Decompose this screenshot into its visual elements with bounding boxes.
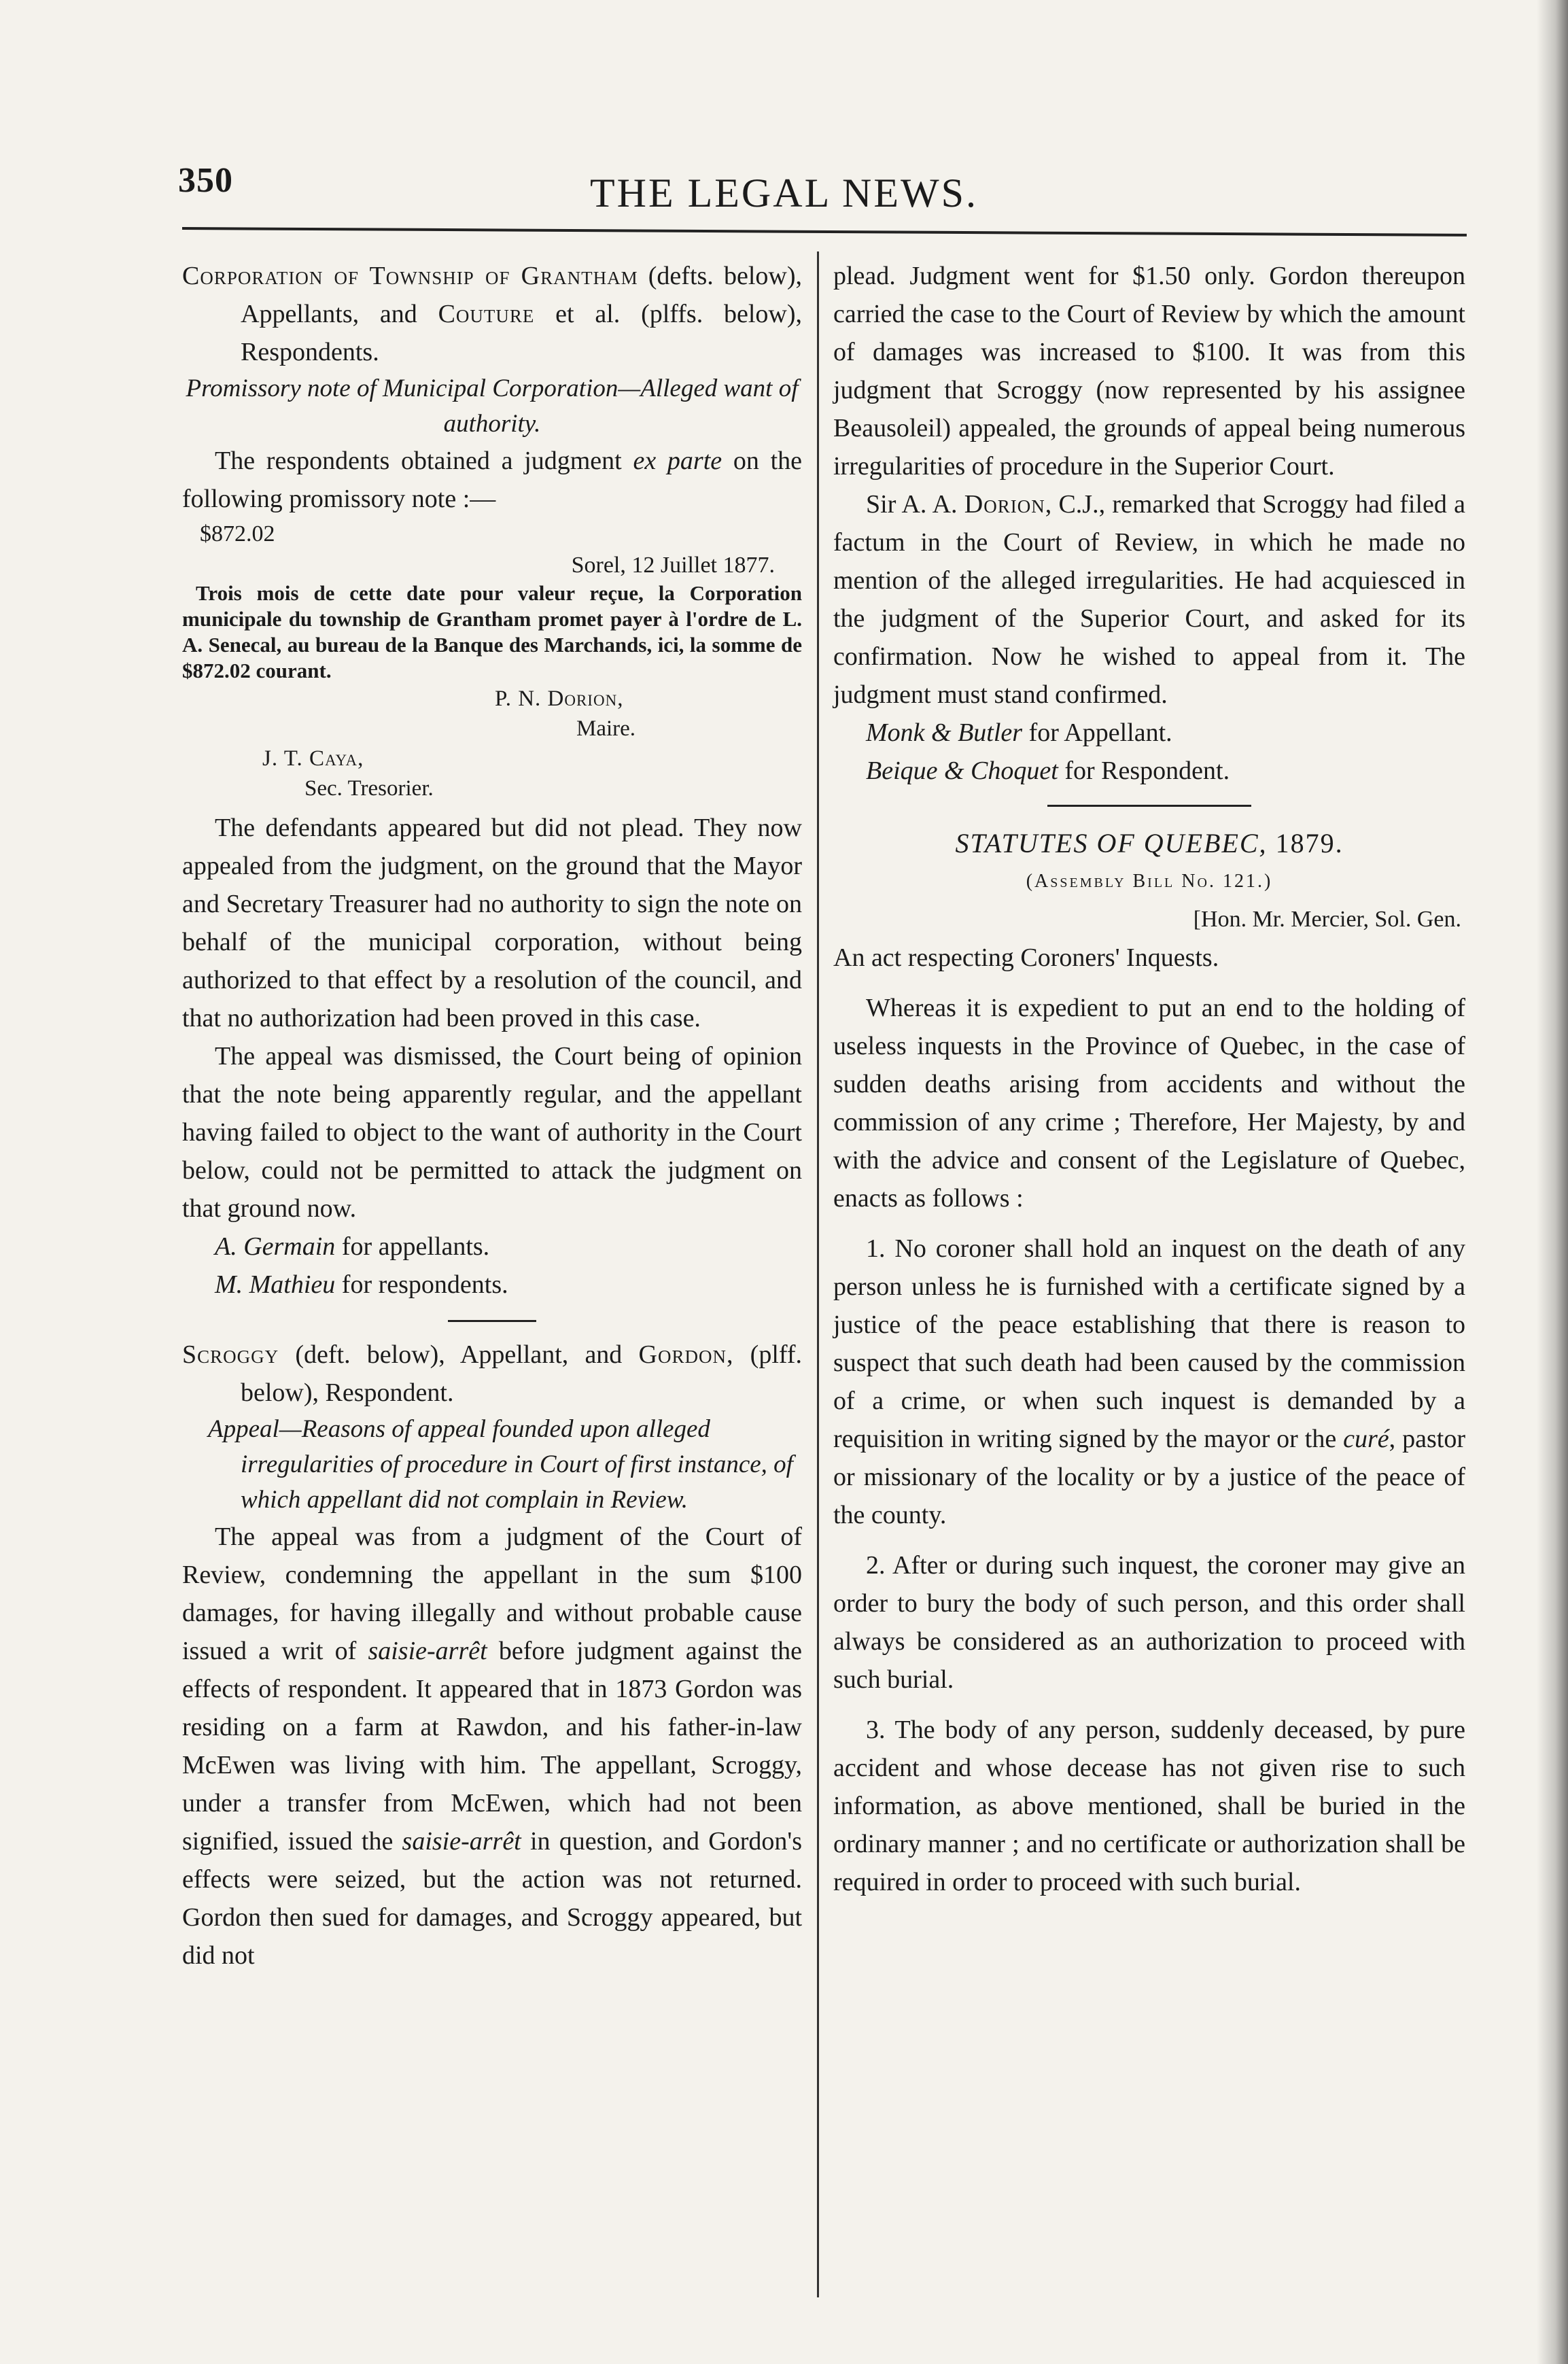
signature-name-2: J. T. Caya, xyxy=(262,746,364,771)
case1-intro: The respondents obtained a judgment ex parte on the following promissory note :— xyxy=(182,447,802,513)
case2-caption: Appeal—Reasons of appeal founded upon alleged irregularities of procedure in Court of first instance, of which appellant did not complain in Review. xyxy=(208,1415,793,1514)
case2-continuation: plead. Judgment went for $1.50 only. Gordon thereupon carried the case to the Court of Review by which the amount of damages was increased to $100. It was from this judgment that Scroggy (now represented by his assignee Beausoleil) appealed, the grounds of appeal being numerous irregularities of procedure in the Superior Court. xyxy=(833,262,1465,481)
note-place-date: Sorel, 12 Juillet 1877. xyxy=(571,553,775,578)
case2-para1: The appeal was from a judgment of the Court of Review, condemning the appellant in the sum $100 damages, for having illegally and without probable cause issued a writ of saisie-arrêt before judgment against the effects of respondent. It appeared that in 1873 Gordon was residing on a farm at Rawdon, and his father-in-law McEwen was living with him. The appellant, Scroggy, under a transfer from McEwen, which had not been signified, issued the saisie-arrêt in question, and Gordon's effects were seized, but the action was not returned. Gordon then sued for damages, and Scroggy appeared, but did not xyxy=(182,1523,802,1970)
signature-title-2: Sec. Tresorier. xyxy=(304,776,434,801)
case2-judge-remarks: Sir A. A. Dorion, C.J., remarked that Scroggy had filed a factum in the Court of Review, in which he made no mention of the alleged irregularities. He had acquiesced in the judgment of the Superior Court, and asked for its confirmation. Now he wished to appeal from it. The judgment must stand confirmed. xyxy=(833,490,1465,709)
case1-parties: Corporation of Township of Grantham (defts. below), Appellants, and Couture et al. (plffs. below), Respondents. xyxy=(182,262,802,366)
statute-attribution: [Hon. Mr. Mercier, Sol. Gen. xyxy=(1193,907,1461,932)
signature-title-1: Maire. xyxy=(576,716,636,741)
case1-para1: The defendants appeared but did not plead. They now appealed from the judgment, on the ground that the Mayor and Secretary Treasurer had no authority to sign the note on behalf of the municipal corporation, without being authorized to that effect by a resolution of the council, and that no authorization had been proved in this case. xyxy=(182,814,802,1032)
case2-counsel-appellant: Monk & Butler for Appellant. xyxy=(866,718,1172,747)
statute-preamble: Whereas it is expedient to put an end to the holding of useless inquests in the Province of Quebec, in the case of sudden deaths arising from accidents and without the commission of any crime ; Therefore, Her Majesty, by and with the advice and consent of the Legislature of Quebec, enacts as follows : xyxy=(833,994,1465,1213)
running-head: THE LEGAL NEWS. xyxy=(590,171,978,215)
case1-counsel-respondents: M. Mathieu for respondents. xyxy=(215,1270,508,1299)
statute-bill: (Assembly Bill No. 121.) xyxy=(1026,871,1273,892)
column-divider xyxy=(817,251,819,2297)
left-column xyxy=(182,257,802,1975)
right-column xyxy=(833,257,1465,1901)
section-divider-right xyxy=(1047,805,1251,807)
statute-section-1: 1. No coroner shall hold an inquest on the death of any person unless he is furnished with a certificate signed by a justice of the peace establishing that there is reason to suspect that such death had been caused by the commission of a crime, or when such inquest is demanded by a requisition in writing signed by the mayor or the curé, pastor or missionary of the locality or by a justice of the peace of the county. xyxy=(833,1234,1465,1529)
note-body: Trois mois de cette date pour valeur reçue, la Corporation municipale du township de Grantham promet payer à l'ordre de L. A. Senecal, au bureau de la Banque des Marchands, ici, la somme de $872.02 courant. xyxy=(182,581,802,682)
page-number: 350 xyxy=(178,161,233,200)
statute-section-2: 2. After or during such inquest, the coroner may give an order to bury the body of such person, and this order shall always be considered as an authorization to proceed with such burial. xyxy=(833,1551,1465,1694)
header-rule xyxy=(182,227,1467,237)
case2-parties: Scroggy (deft. below), Appellant, and Gordon, (plff. below), Respondent. xyxy=(182,1340,802,1407)
statute-section-3: 3. The body of any person, suddenly deceased, by pure accident and whose decease has not given rise to such information, as above mentioned, shall be buried in the ordinary manner ; and no certificate or authorization shall be required in order to proceed with such burial. xyxy=(833,1716,1465,1896)
section-divider-left xyxy=(448,1320,536,1322)
statute-act-title: An act respecting Coroners' Inquests. xyxy=(833,943,1219,972)
statute-title: STATUTES OF QUEBEC, 1879. xyxy=(955,828,1344,858)
case1-counsel-appellants: A. Germain for appellants. xyxy=(215,1232,490,1261)
note-amount: $872.02 xyxy=(200,521,275,546)
scan-edge-shadow xyxy=(1537,0,1568,2364)
signature-name-1: P. N. Dorion, xyxy=(495,686,624,711)
case2-counsel-respondent: Beique & Choquet for Respondent. xyxy=(866,757,1230,785)
case1-caption: Promissory note of Municipal Corporation—Alleged want of authority. xyxy=(186,375,799,438)
case1-para2: The appeal was dismissed, the Court being of opinion that the note being apparently regular, and the appellant having failed to object to the want of authority in the Court below, could not be permitted to attack the judgment on that ground now. xyxy=(182,1042,802,1223)
